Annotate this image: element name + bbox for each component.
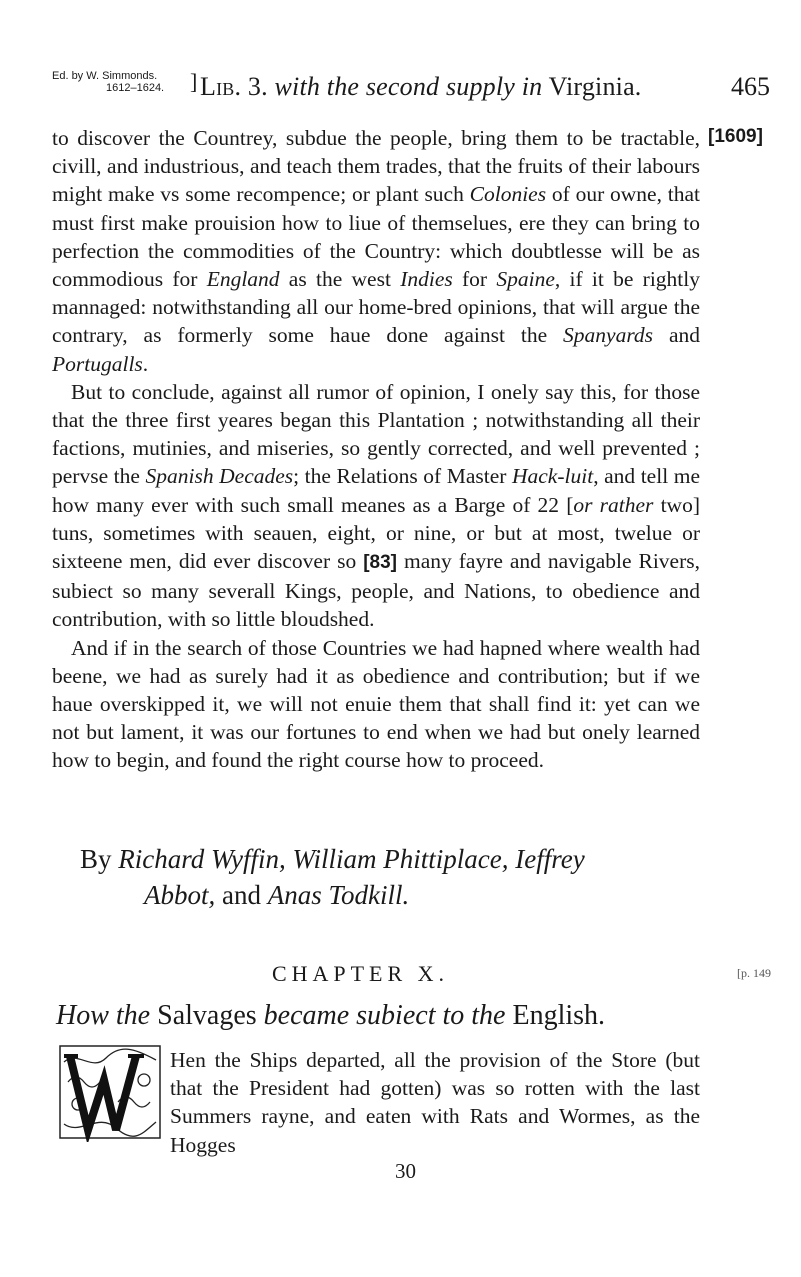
editor-line-1: Ed. by W. Simmonds. <box>52 70 158 82</box>
signature-names-1: Richard Wyffin, William Phittiplace, Ieffrey <box>118 844 585 874</box>
body-paragraph <box>52 124 700 378</box>
signature-block <box>52 841 700 913</box>
running-title-italic: with the second supply in <box>274 72 543 101</box>
text-segment: two] tuns, sometimes with seauen, eight, or nine, or but at most, twelue or sixteene men, did ever discover so <box>52 492 700 574</box>
text-segment: and <box>653 323 700 348</box>
signature-and: and <box>222 880 261 910</box>
subtitle-how: How <box>56 1000 109 1031</box>
chapter-heading-text: CHAPTER X. <box>271 961 450 986</box>
italic-text: Spanyards <box>563 323 654 348</box>
book-number: Lib. 3. <box>200 72 268 101</box>
folio-number <box>0 1159 801 1183</box>
subtitle-became: became subiect to the <box>263 1000 506 1031</box>
body-paragraph <box>52 378 700 634</box>
signature-line-1 <box>52 841 700 877</box>
text-segment: many fayre and navigable Rivers, subiect so many severall Kings, people, and Nations, to obedience and contribution, with so little bloudshed. <box>52 549 700 632</box>
editor-bracket: ] <box>190 69 198 94</box>
body-paragraph <box>52 634 700 775</box>
text-segment: , and tell me how many ever with such small meanes as a Barge of 22 [ <box>52 464 700 517</box>
italic-text: Hack-luit <box>511 464 594 489</box>
subtitle-english: English. <box>512 1000 606 1031</box>
italic-text: or rather <box>573 492 654 517</box>
text-segment: , if it be rightly mannaged: notwithstanding all our home-bred opinions, that will argue the contrary, as formerly some haue done against the <box>52 267 701 348</box>
italic-text: England <box>206 267 280 292</box>
text-segment: But to conclude, against all rumor of opinion, I onely say this, for those that the three first yeares began this Plantation ; notwithstanding all their factions, mutinies, and miseries, so gently corrected, and well prevented ; pervse the <box>52 379 700 489</box>
editor-note <box>52 70 164 94</box>
text-segment: of our owne, that must first make prouision how to liue of themselues, ere they can bring to perfection the commodities of the Country: which doubtlesse will be as commodious for <box>52 182 700 292</box>
decorated-initial-w-icon <box>58 1042 162 1142</box>
folio-text: 30 <box>395 1159 416 1183</box>
subtitle-salvages: Salvages <box>157 1000 257 1031</box>
italic-text: Spaine <box>496 267 555 292</box>
original-page-ref: [83] <box>363 552 397 574</box>
signature-name-todkill: Anas Todkill. <box>267 880 410 910</box>
chapter-subtitle <box>56 998 736 1034</box>
page-number: 465 <box>731 72 770 101</box>
italic-text: Spanish Decades <box>145 464 294 489</box>
text-segment: as the west <box>279 267 401 292</box>
chapter-heading <box>0 960 801 988</box>
text-segment: And if in the search of those Countries we had hapned where wealth had beene, we had as surely had it as obedience and contribution; but if we haue overskipped it, we will not enuie them that shall find it: yet can we not but lament, it was our fortunes to end when we had but onely learned how to begin, and found the right course how to proceed. <box>52 635 700 773</box>
signature-by: By <box>80 844 112 874</box>
text-segment: . <box>142 351 149 376</box>
running-head <box>52 68 772 108</box>
chapter-first-paragraph: Hen the Ships departed, all the provision of the Store (but that the President had gotten) was so rotten with the last Summers rayne, and eaten with Rats and Wormes, as the Hogges <box>170 1048 700 1157</box>
italic-text: Colonies <box>469 182 547 207</box>
running-title-roman: Virginia. <box>548 72 642 101</box>
italic-text: Indies <box>400 267 453 292</box>
signature-name-abbot: Abbot, <box>144 880 216 910</box>
margin-page-ref: [p. 149 <box>737 966 771 980</box>
body-text <box>52 124 700 775</box>
subtitle-the: the <box>115 1000 151 1031</box>
italic-text: Portugalls <box>52 351 143 376</box>
editor-line-2: 1612–1624. <box>106 82 165 94</box>
signature-line-2 <box>52 877 700 913</box>
text-segment: ; the Relations of Master <box>293 464 512 489</box>
margin-year: [1609] <box>708 126 763 147</box>
running-title <box>200 72 642 102</box>
text-segment: for <box>452 267 497 292</box>
text-segment: to discover the Countrey, subdue the people, bring them to be tractable, civill, and industrious, and teach them trades, that the fruits of their labours might make vs some recompence; or plant such <box>52 126 700 207</box>
